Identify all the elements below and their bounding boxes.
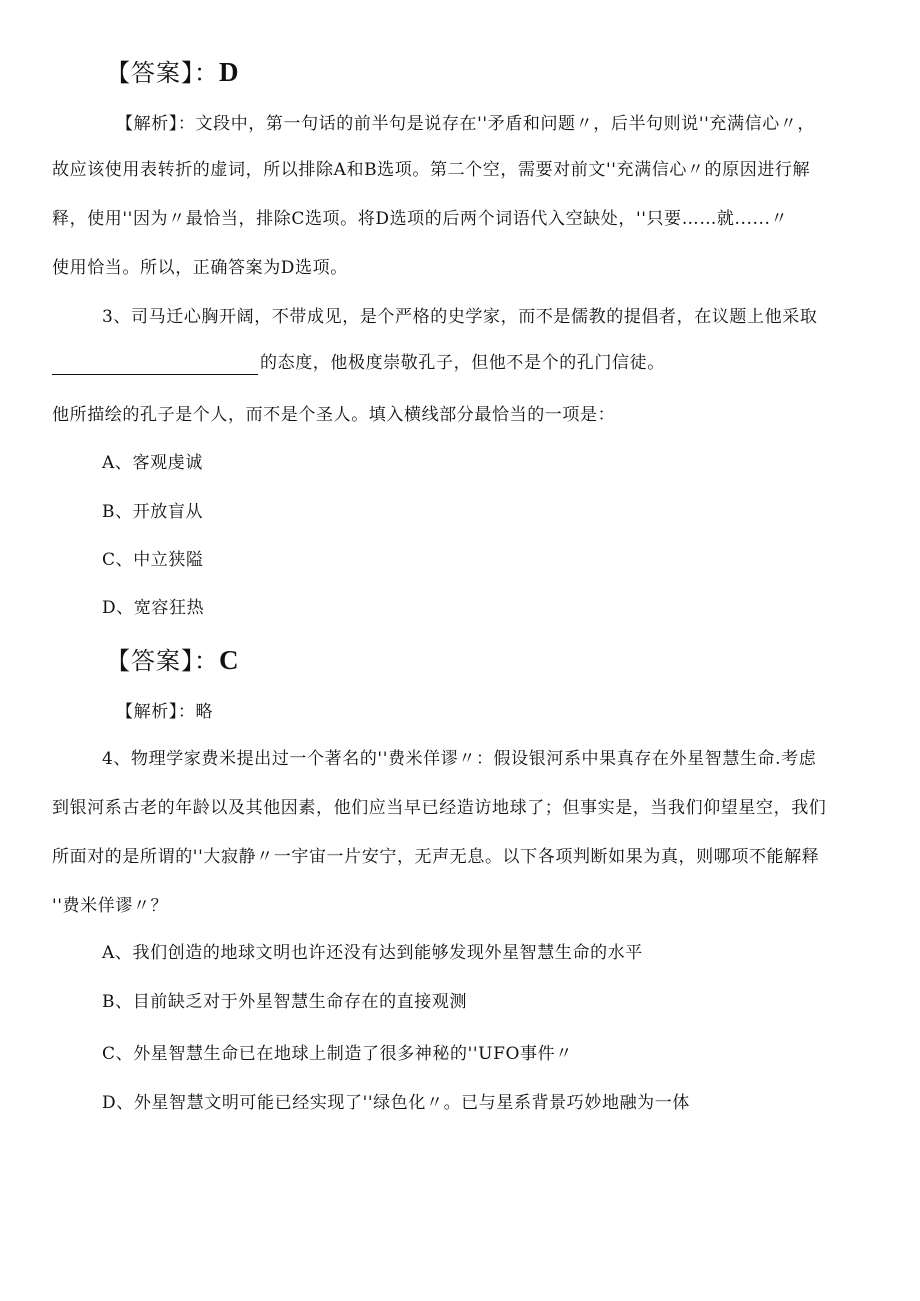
option-a: A、客观虔诚 [102,453,203,473]
answer-label: 【答案】： [106,647,219,675]
answer-heading-1 [106,57,240,88]
question-4-stem: 4、物理学家费米提出过一个著名的''费米佯谬〃：假设银河系中果真存在外星智慧生命.考虑 [102,749,817,769]
fill-in-blank [52,356,258,375]
option-d: D、宽容狂热 [102,598,205,618]
question-3-stem-line3: 他所描绘的孔子是个人，而不是个圣人。填入横线部分最恰当的一项是： [52,405,616,425]
option-b: B、开放盲从 [102,502,204,522]
analysis-line: 使用恰当。所以，正确答案为D选项。 [52,258,348,278]
answer-letter: D [219,57,240,87]
question-4-stem: 到银河系古老的年龄以及其他因素，他们应当早已经造访地球了；但事实是，当我们仰望星空，我们 [52,798,827,818]
question-4-stem: 所面对的是所谓的''大寂静〃一宇宙一片安宁，无声无息。以下各项判断如果为真，则哪项不能解释 [52,847,820,867]
analysis-line: 【解析】：略 [116,702,214,722]
question-3-stem: 3、司马迁心胸开阔，不带成见，是个严格的史学家，而不是儒教的提倡者，在议题上他采取 [102,307,818,327]
option-b: B、目前缺乏对于外星智慧生命存在的直接观测 [102,992,468,1012]
option-a: A、我们创造的地球文明也许还没有达到能够发现外星智慧生命的水平 [102,943,643,963]
answer-label: 【答案】： [106,59,219,87]
question-3-stem-text: 的态度，他极度崇敬孔子，但他不是个的孔门信徒。 [260,353,665,373]
option-c: C、外星智慧生命已在地球上制造了很多神秘的''UFO事件〃 [102,1044,573,1064]
answer-heading-3 [106,645,240,676]
analysis-line: 【解析】：文段中，第一句话的前半句是说存在''矛盾和问题〃，后半句则说''充满信心〃， [116,114,815,134]
analysis-line: 故应该使用表转折的虚词，所以排除A和B选项。第二个空，需要对前文''充满信心〃的原因进行解 [52,160,811,180]
option-c: C、中立狭隘 [102,550,204,570]
answer-letter: C [219,645,240,675]
question-4-stem: ''费米佯谬〃？ [52,896,169,916]
analysis-line: 释，使用''因为〃最恰当，排除C选项。将D选项的后两个词语代入空缺处，''只要……就......〃 [52,209,789,229]
option-d: D、外星智慧文明可能已经实现了''绿色化〃。已与星系背景巧妙地融为一体 [102,1093,690,1113]
question-3-stem-line2 [52,351,665,375]
